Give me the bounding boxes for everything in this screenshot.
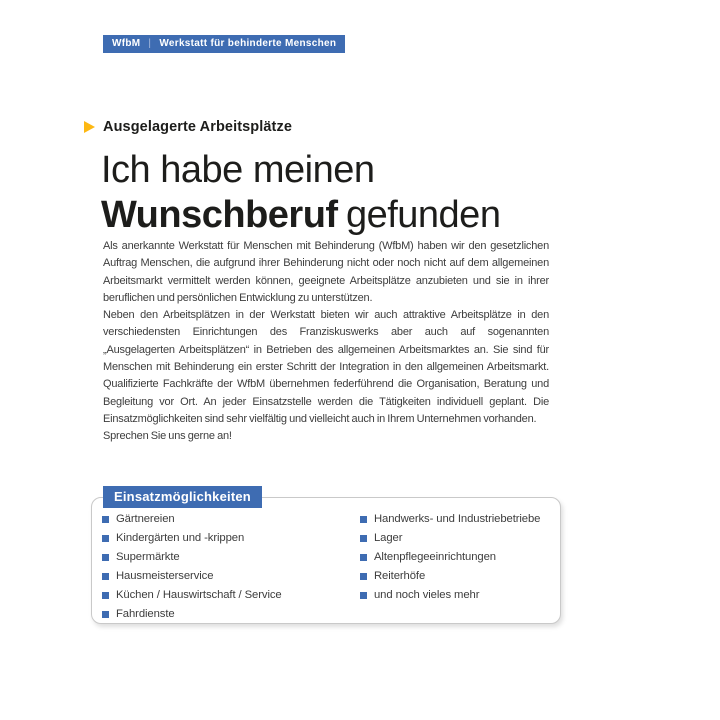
list-item	[360, 551, 552, 563]
square-bullet-icon	[102, 592, 109, 599]
square-bullet-icon	[360, 573, 367, 580]
list-item	[360, 532, 552, 544]
list-item-label: Altenpflegeeinrichtungen	[374, 551, 496, 563]
list-item-label: Reiterhöfe	[374, 570, 426, 582]
opportunities-columns	[92, 498, 560, 627]
square-bullet-icon	[360, 535, 367, 542]
body-paragraph: Als anerkannte Werkstatt für Menschen mit Behinderung (WfbM) haben wir den gesetzlichen Auftrag Menschen, die aufgrund ihrer Behinderung nicht oder noch nicht auf dem allgemeinen Arbeitsmarkt vermittelt werden können, geeignete Arbeitsplätze anzubieten und sie in ihrer beruflichen und persönlichen Entwicklung zu unterstützen.	[103, 240, 549, 304]
list-item-label: Hausmeisterservice	[116, 570, 214, 582]
square-bullet-icon	[102, 516, 109, 523]
title-rest: gefunden	[345, 194, 501, 236]
list-item-label: Gärtnereien	[116, 513, 175, 525]
square-bullet-icon	[360, 592, 367, 599]
list-item	[360, 570, 552, 582]
list-item-label: und noch vieles mehr	[374, 589, 480, 601]
square-bullet-icon	[102, 611, 109, 618]
square-bullet-icon	[102, 554, 109, 561]
list-item-label: Lager	[374, 532, 403, 544]
square-bullet-icon	[102, 535, 109, 542]
opportunities-list-left	[102, 513, 360, 627]
list-item	[102, 589, 360, 601]
list-item	[102, 513, 360, 525]
list-item-label: Kindergärten und -krippen	[116, 532, 245, 544]
title-line-1: Ich habe meinen	[101, 149, 375, 191]
list-item	[102, 570, 360, 582]
list-item	[360, 513, 552, 525]
header-separator: |	[148, 38, 152, 49]
list-item	[360, 589, 552, 601]
body-paragraph: Sprechen Sie uns gerne an!	[103, 430, 232, 443]
opportunities-badge: Einsatzmöglichkeiten	[103, 486, 262, 508]
title-bold-word: Wunschberuf	[101, 194, 338, 236]
list-item-label: Handwerks- und Industriebetriebe	[374, 513, 541, 525]
section-kicker	[84, 119, 292, 135]
body-paragraph: Neben den Arbeitsplätzen in der Werkstatt bieten wir auch attraktive Arbeitsplätze in den verschiedensten Einrichtungen des Franziskuswerks aber auch auf sogenannten „Ausgelagerten Arbeitsplätzen“ in Betrieben des allgemeinen Arbeitsmarktes an. Sie sind für Menschen mit Behinderung ein erster Schritt der Integration in den allgemeinen Arbeitsmarkt. Qualifizierte Fachkräfte der WfbM übernehmen federführend die Organisation, Beratung und Begleitung vor Ort. An jeder Einsatzstelle werden die Tätigkeiten individuell geplant. Die Einsatzmöglichkeiten sind sehr vielfältig und vielleicht auch in Ihrem Unternehmen vorhanden.	[103, 309, 549, 425]
square-bullet-icon	[360, 554, 367, 561]
title-line-2	[101, 193, 500, 238]
list-item	[102, 532, 360, 544]
square-bullet-icon	[360, 516, 367, 523]
arrow-right-icon	[84, 121, 95, 133]
kicker-label: Ausgelagerte Arbeitsplätze	[103, 119, 293, 135]
opportunities-box	[91, 497, 561, 624]
list-item-label: Fahrdienste	[116, 608, 175, 620]
opportunities-list-right	[360, 513, 552, 627]
program-header-badge	[103, 35, 345, 53]
list-item-label: Supermärkte	[116, 551, 180, 563]
square-bullet-icon	[102, 573, 109, 580]
program-abbr: WfbM	[112, 38, 141, 49]
list-item	[102, 551, 360, 563]
list-item-label: Küchen / Hauswirtschaft / Service	[116, 589, 282, 601]
page-title	[101, 148, 500, 238]
body-copy	[103, 238, 549, 446]
list-item	[102, 608, 360, 620]
program-name: Werkstatt für behinderte Menschen	[159, 38, 337, 49]
